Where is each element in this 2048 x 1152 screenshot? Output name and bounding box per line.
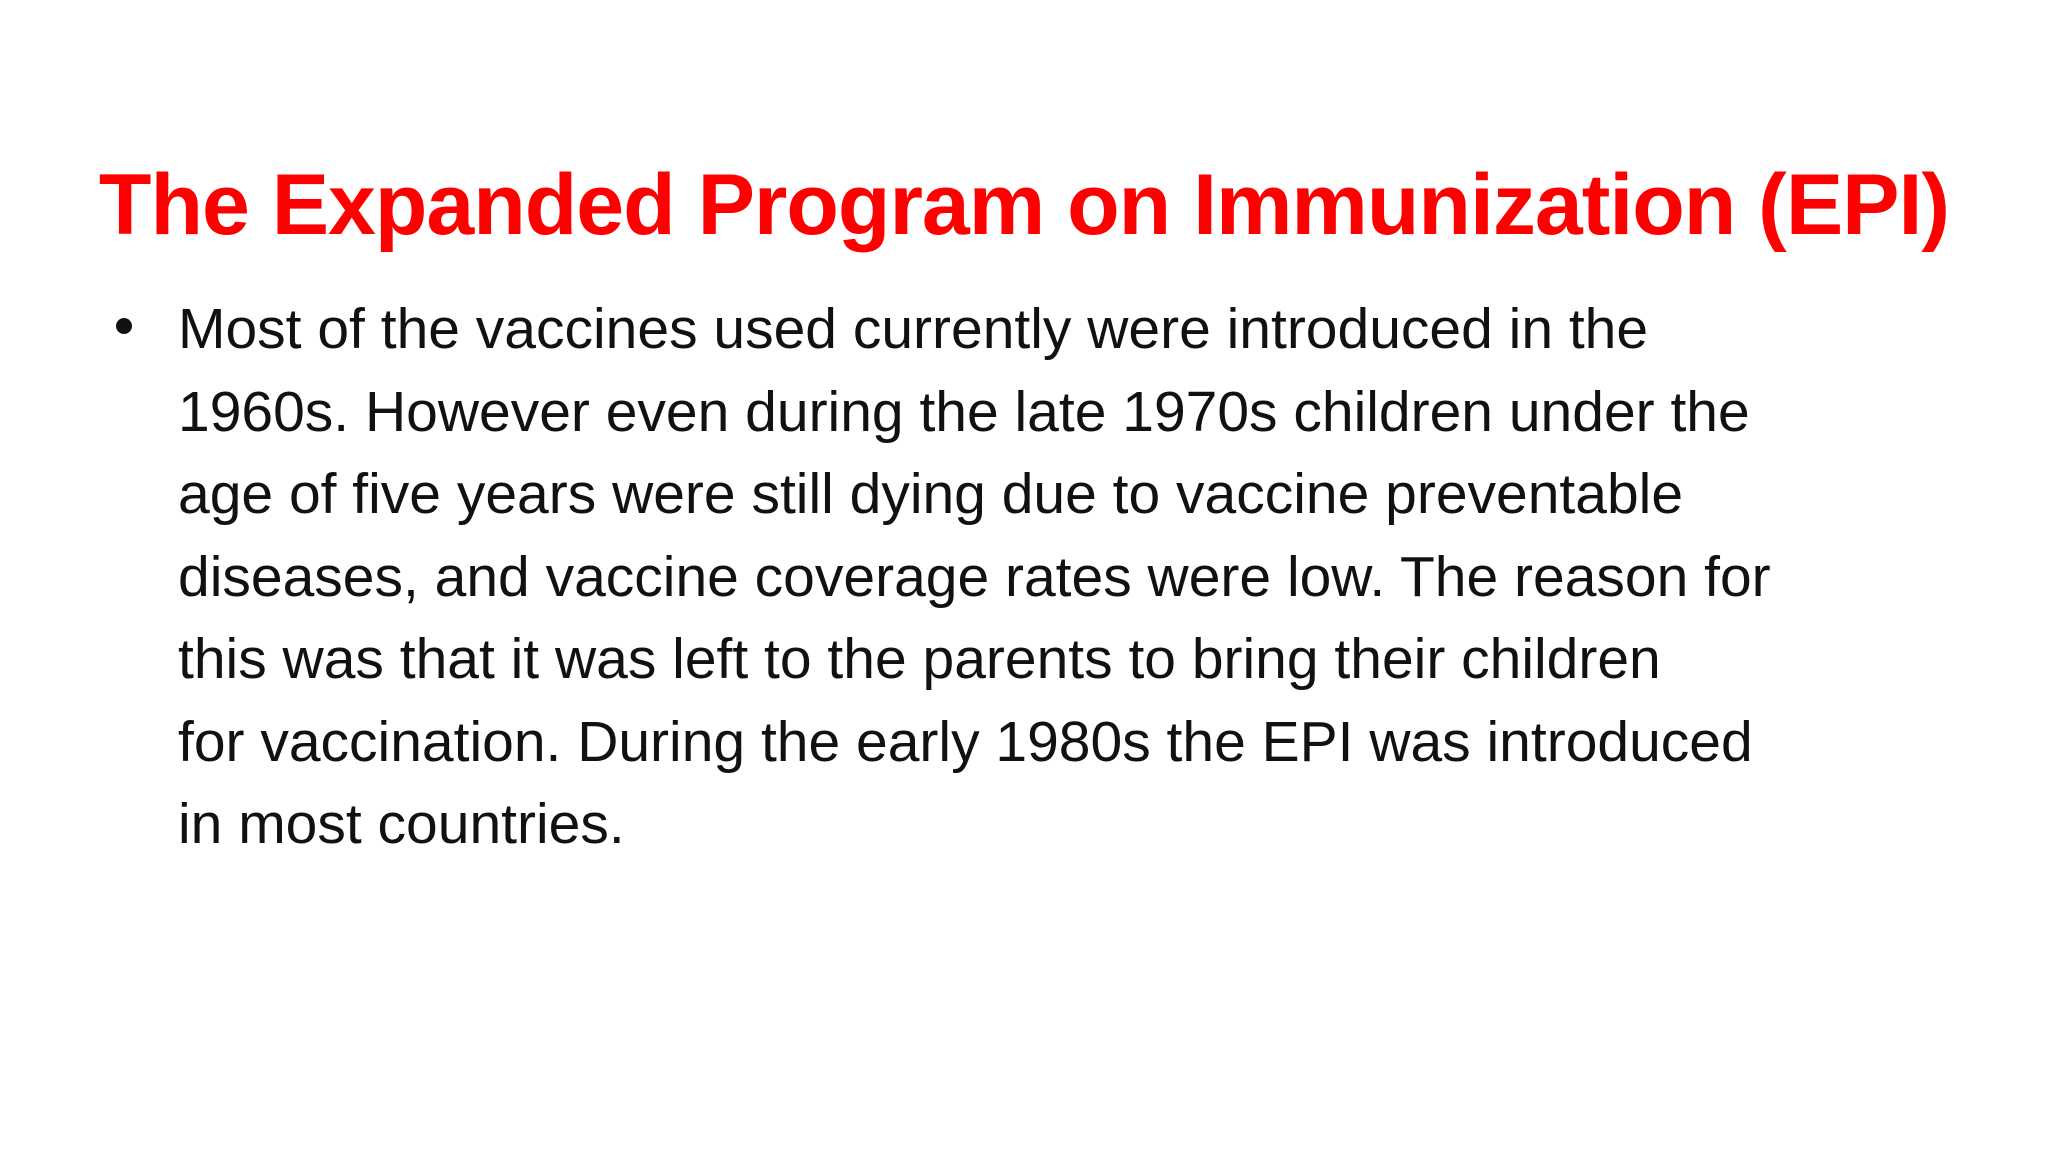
bullet-text-line: age of five years were still dying due to vaccine preventable xyxy=(178,462,1684,526)
bullet-icon xyxy=(116,318,132,334)
bullet-text-line: in most countries. xyxy=(178,792,625,856)
bullet-text-line: for vaccination. During the early 1980s the EPI was introduced xyxy=(178,709,1753,774)
bullet-text-line: Most of the vaccines used currently were introduced in the xyxy=(178,297,1649,361)
slide-title: The Expanded Program on Immunization (EPI) xyxy=(98,156,1950,253)
bullet-text-line: diseases, and vaccine coverage rates were low. The reason for xyxy=(178,544,1771,609)
bullet-text-line: this was that it was left to the parents to bring their children xyxy=(178,627,1661,691)
bullet-text-line: 1960s. However even during the late 1970s children under the xyxy=(178,379,1750,444)
slide-content xyxy=(110,288,1940,866)
bullet-item xyxy=(110,288,1940,866)
